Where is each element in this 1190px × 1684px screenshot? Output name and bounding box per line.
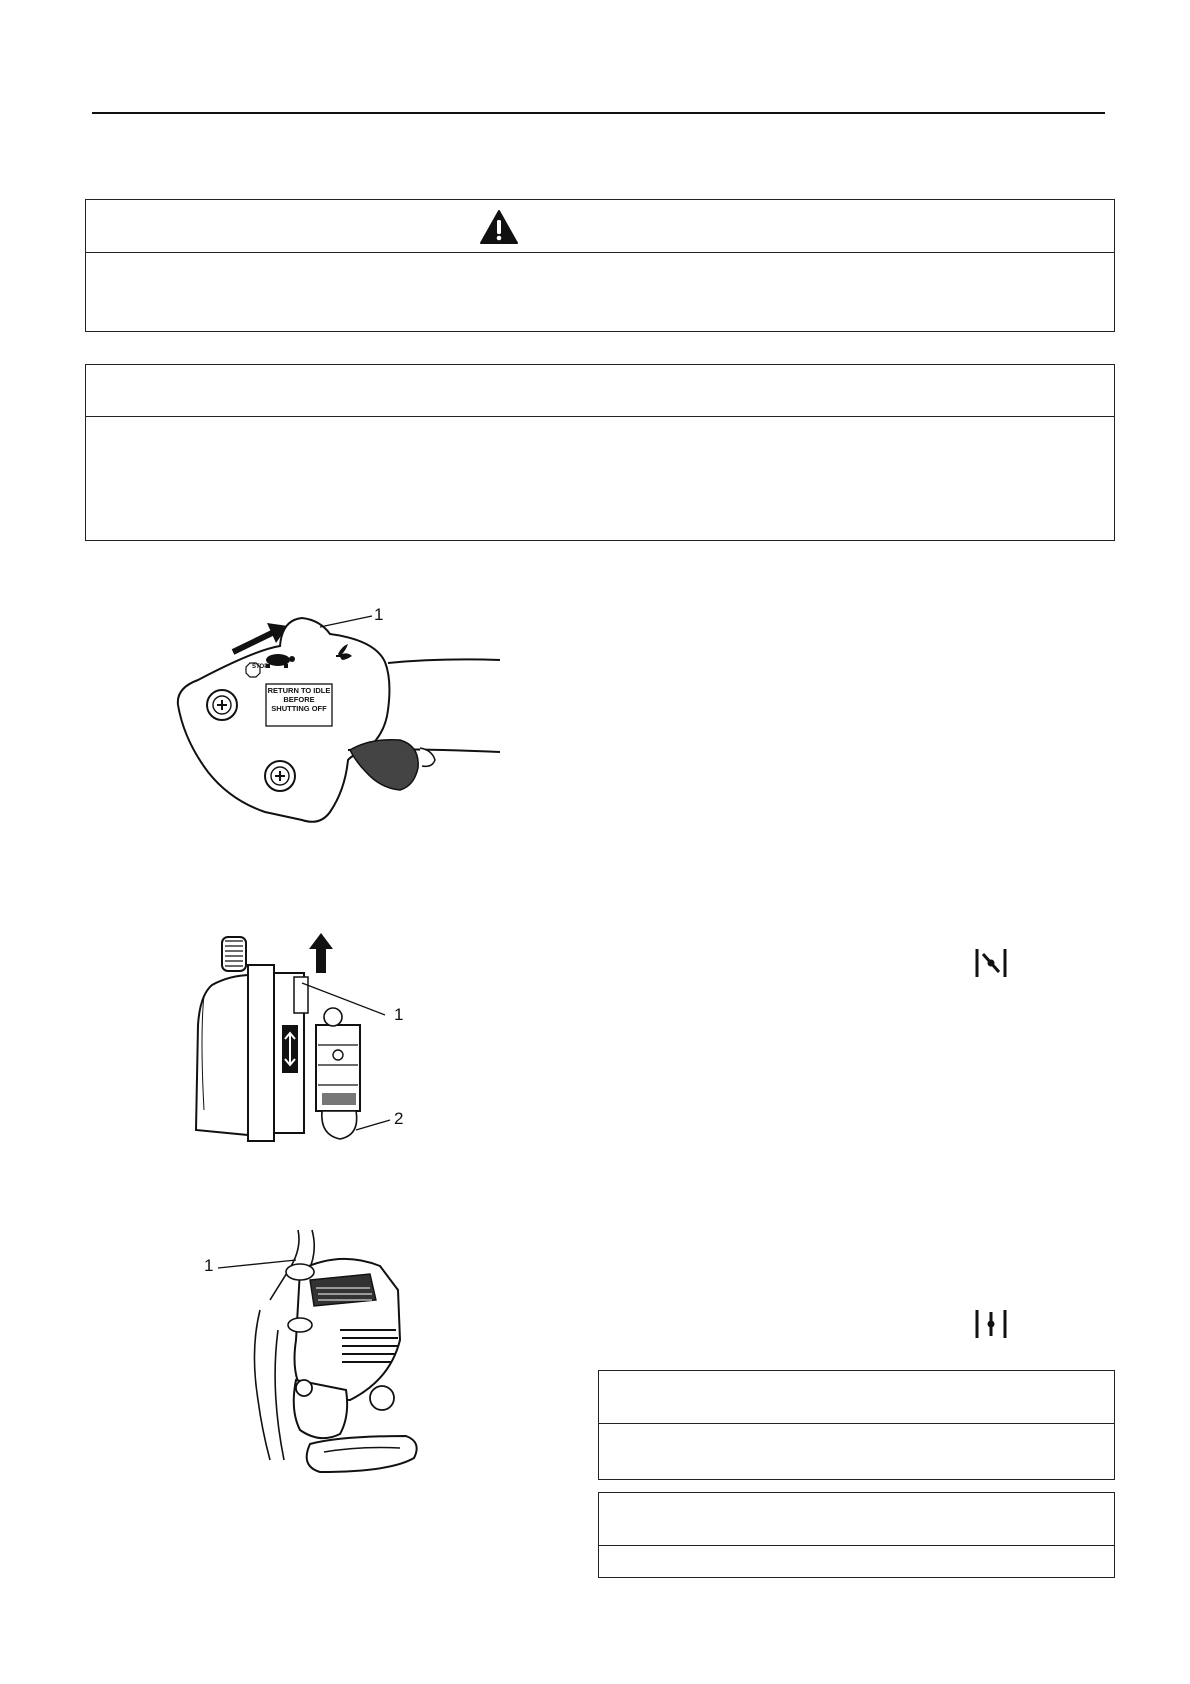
warning-box-divider [86,252,1114,253]
warning-box [85,199,1115,332]
caution-box-divider [599,1423,1114,1424]
notice-box-divider [86,416,1114,417]
handle-label-line-2: BEFORE [283,695,315,704]
starting-figure [200,1230,460,1490]
note-box [598,1492,1115,1578]
warning-triangle-icon [479,209,519,245]
caution-box [598,1370,1115,1480]
header-rule [92,112,1105,114]
choke-open-symbol-icon [974,1309,1008,1339]
notice-box [85,364,1115,541]
choke-closed-symbol-icon [974,948,1008,978]
throttle-handle-figure [170,600,510,840]
handle-warning-label [266,686,332,713]
direction-arrow-icon [309,933,333,973]
callout-number: 1 [374,605,384,624]
stop-label: STOP [252,664,269,670]
callout-number: 1 [204,1256,214,1275]
choke-lever-figure [190,925,440,1165]
callout-number: 1 [394,1005,404,1024]
note-box-divider [599,1545,1114,1546]
handle-label-line-1: RETURN TO IDLE [267,686,331,695]
callout-number: 2 [394,1109,404,1128]
handle-label-line-3: SHUTTING OFF [271,704,327,713]
